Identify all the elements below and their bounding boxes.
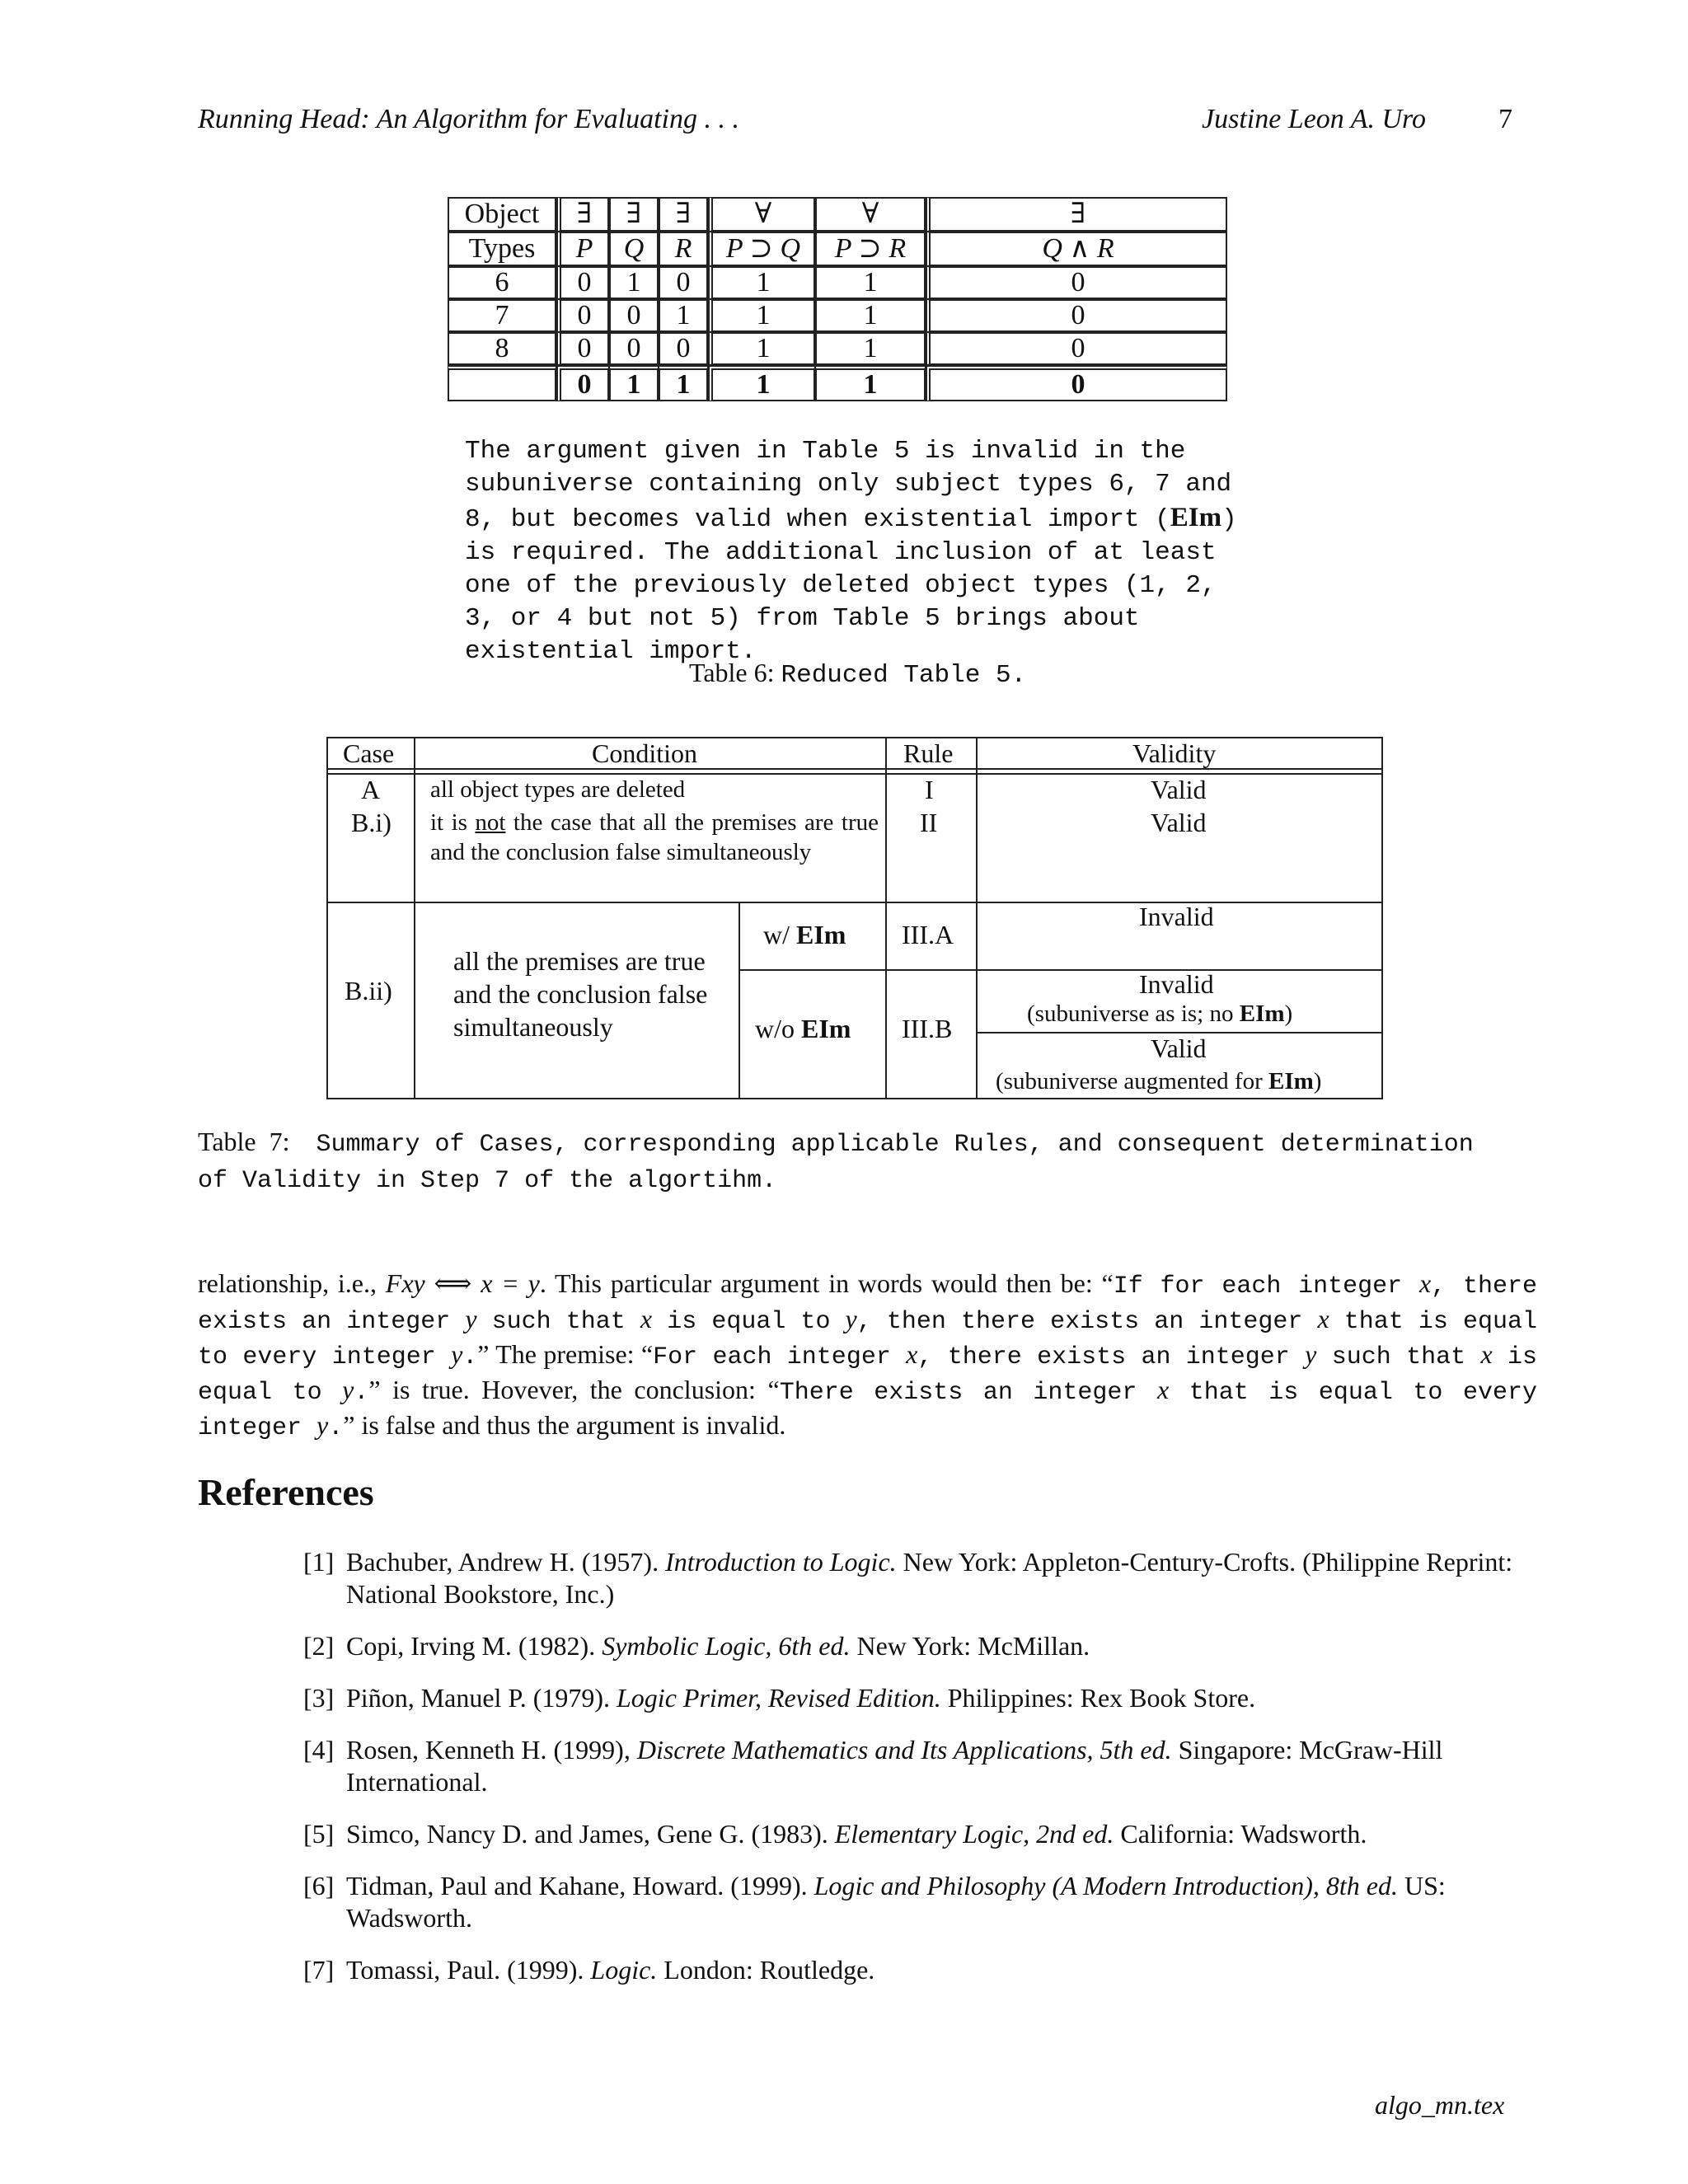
reference-title: Elementary Logic, 2nd ed. [834, 1819, 1114, 1849]
table-7-validity-iiia: Invalid [1139, 902, 1214, 931]
reference-number: [6] [303, 1871, 335, 1900]
table-7-validity-iiib-1: Invalid [1139, 969, 1214, 999]
reference-item [303, 1682, 1540, 1714]
table-6-totals-row [448, 365, 1227, 401]
mono-text: is equal to [198, 1343, 1537, 1407]
mono-text: , then there exists an integer [856, 1308, 1318, 1336]
table-7-header-rule: Rule [903, 738, 954, 768]
reference-author: Simco, Nancy D. and James, Gene G. (1983). [346, 1819, 835, 1849]
table-cell: 1 [815, 332, 926, 365]
table-cell: 1 [659, 299, 708, 332]
reference-number: [5] [303, 1819, 335, 1849]
math-var: x [1317, 1304, 1329, 1333]
table-6-header-cell: P ⊃ R [815, 232, 926, 266]
reference-number: [1] [303, 1547, 335, 1577]
reference-author: Rosen, Kenneth H. (1999), [346, 1735, 637, 1765]
table-row [448, 266, 1227, 299]
table-cell: 0 [926, 266, 1227, 299]
table-cell: 0 [556, 332, 609, 365]
body-paragraph [198, 1268, 1537, 1445]
mono-text: . [328, 1414, 344, 1442]
math-var: x [640, 1304, 653, 1333]
without-eim-bold: EIm [801, 1014, 851, 1043]
table-6-header-row-2 [448, 232, 1227, 266]
table-7-rule-iiia: III.A [902, 920, 954, 949]
note-bold: EIm [1170, 503, 1222, 532]
reference-item [303, 1870, 1540, 1934]
reference-publisher: London: Routledge. [657, 1955, 875, 1985]
mono-text: . [354, 1379, 369, 1407]
table-7-validity-iiib-2: Valid [1151, 1033, 1207, 1063]
table-cell: 0 [556, 266, 609, 299]
table-cell: 1 [815, 365, 926, 401]
reference-item [303, 1546, 1540, 1610]
table-7-with-eim [763, 920, 846, 949]
note-text: The argument given in Table 5 is invalid in the subuniverse containing only subject types 6, 7 and 8, but becomes valid when existential import ( [465, 437, 1232, 534]
table-6-header-cell: ∃ [556, 197, 609, 232]
mono-text: that is equal to every integer [198, 1379, 1537, 1442]
note-tail: ) is required. The additional inclusion of at least one of the previously deleted object types (1, 2, 3, or 4 but not 5) from Table 5 brings about existential import. [465, 505, 1237, 666]
table-7-case-bii: B.ii) [345, 976, 392, 1005]
without-label: w/o [755, 1014, 801, 1043]
body-text: ” is true. Hovever, the conclusion: “ [368, 1375, 780, 1404]
reference-number: [3] [303, 1683, 335, 1713]
table-6-header-cell: ∀ [815, 197, 926, 232]
reference-item [303, 1630, 1540, 1662]
reference-title: Logic. [590, 1955, 658, 1985]
running-head: Running Head: An Algorithm for Evaluating . . . [198, 104, 739, 134]
table-6-header-cell: ∃ [659, 197, 708, 232]
note-text: ) [1284, 1001, 1293, 1027]
table-cell: 7 [448, 299, 556, 332]
mono-text: . [462, 1343, 478, 1371]
table-cell: 0 [556, 299, 609, 332]
body-text: ” is false and thus the argument is invalid. [343, 1410, 786, 1440]
table-cell: 1 [708, 266, 815, 299]
reference-item [303, 1954, 1540, 1986]
table-6-header-cell: Types [448, 232, 556, 266]
table-cell: 1 [708, 299, 815, 332]
mono-text: is equal to [652, 1308, 846, 1336]
table-7-condition-bi [430, 808, 879, 867]
reference-title: Symbolic Logic, 6th ed. [602, 1631, 851, 1661]
table-6-header-cell: ∃ [926, 197, 1227, 232]
table-cell: 0 [609, 299, 659, 332]
table-7-case-bi: B.i) [351, 808, 392, 837]
mono-text: such that [476, 1308, 640, 1336]
table-7-header-case: Case [343, 738, 395, 768]
note-text: (subuniverse augmented for [996, 1068, 1268, 1094]
table-cell: 1 [659, 365, 708, 401]
reference-author: Tomassi, Paul. (1999). [346, 1955, 591, 1985]
table-cell: 1 [609, 266, 659, 299]
table-6-header-cell: P ⊃ Q [708, 232, 815, 266]
body-text: . This particular argument in words would then be: “ [539, 1268, 1114, 1298]
references-heading: References [198, 1471, 374, 1513]
reference-publisher: New York: Appleton-Century-Crofts. (Philippine Reprint: National Bookstore, Inc.) [346, 1547, 1513, 1609]
table-6-header-cell: ∀ [708, 197, 815, 232]
reference-number: [2] [303, 1631, 335, 1661]
table-6-header-cell: P [556, 232, 609, 266]
note-text: ) [1313, 1068, 1322, 1094]
math-var: y [845, 1304, 857, 1333]
table-cell: 1 [708, 365, 815, 401]
mono-text: For each integer [653, 1343, 907, 1371]
table-7-condition-a: all object types are deleted [430, 776, 686, 803]
table-6-header-cell: Object [448, 197, 556, 232]
math-var: y [316, 1410, 329, 1440]
table-7-header-validity: Validity [1132, 738, 1217, 768]
math-var: y [342, 1375, 354, 1404]
table-cell: 0 [609, 332, 659, 365]
reference-publisher: New York: McMillan. [850, 1631, 1090, 1661]
condition-text: the case that all the premises are true and the conclusion false simultaneously [430, 809, 879, 865]
body-text: relationship, i.e., [198, 1268, 386, 1298]
reference-publisher: US: Wadsworth. [346, 1871, 1446, 1933]
table-7-caption [198, 1125, 1517, 1197]
table-cell: 0 [926, 365, 1227, 401]
reference-author: Tidman, Paul and Kahane, Howard. (1999). [346, 1871, 814, 1900]
condition-text: it is [430, 809, 476, 836]
reference-number: [7] [303, 1955, 335, 1985]
mono-text: that is equal to every integer [198, 1308, 1537, 1371]
reference-publisher: Singapore: McGraw-Hill International. [346, 1735, 1443, 1797]
note-bold: EIm [1239, 1001, 1285, 1027]
table-6-note [465, 435, 1256, 668]
table-7-validity-a: Valid [1151, 775, 1207, 804]
table-cell: 1 [609, 365, 659, 401]
references-list [303, 1546, 1540, 2006]
math-var: y [451, 1339, 463, 1369]
note-text: (subuniverse as is; no [1027, 1001, 1240, 1027]
table-cell: 0 [556, 365, 609, 401]
mono-text: , there exists an integer [917, 1343, 1306, 1371]
table-cell: 1 [708, 332, 815, 365]
table-7 [326, 737, 1383, 1099]
table-6-header-cell: Q [609, 232, 659, 266]
reference-number: [4] [303, 1735, 335, 1765]
table-cell: 6 [448, 266, 556, 299]
table-7-note-iiib-2 [996, 1066, 1321, 1096]
table-cell: 0 [926, 299, 1227, 332]
table-7-without-eim [755, 1014, 851, 1043]
reference-title: Logic Primer, Revised Edition. [617, 1683, 941, 1713]
caption-text: Reduced Table 5. [781, 661, 1027, 690]
table-cell: 0 [659, 266, 708, 299]
math-var: x [1156, 1375, 1170, 1404]
caption-label: Table 7: [198, 1127, 290, 1156]
table-cell [448, 365, 556, 401]
footer-filename: algo_mn.tex [1375, 2090, 1505, 2120]
reference-publisher: Philippines: Rex Book Store. [940, 1683, 1256, 1713]
math-var: y [465, 1304, 477, 1333]
reference-item [303, 1818, 1540, 1850]
note-bold: EIm [1268, 1068, 1314, 1094]
author-name: Justine Leon A. Uro [1202, 104, 1426, 134]
table-7-header-condition: Condition [592, 738, 698, 768]
math-var: x [1480, 1339, 1493, 1369]
table-cell: 1 [815, 299, 926, 332]
with-label: w/ [763, 920, 796, 949]
reference-author: Bachuber, Andrew H. (1957). [346, 1547, 666, 1577]
table-7-note-iiib-1 [1027, 999, 1292, 1029]
reference-title: Logic and Philosophy (A Modern Introduction), 8th ed. [814, 1871, 1398, 1900]
table-7-rule-bi: II [920, 808, 938, 837]
table-row [448, 332, 1227, 365]
caption-text: Summary of Cases, corresponding applicable Rules, and consequent determination of Validity in Step 7 of the algortihm. [198, 1131, 1474, 1195]
table-6-header-cell: R [659, 232, 708, 266]
reference-author: Copi, Irving M. (1982). [346, 1631, 603, 1661]
table-row [448, 299, 1227, 332]
reference-title: Discrete Mathematics and Its Applications, 5th ed. [636, 1735, 1172, 1765]
with-eim-bold: EIm [796, 920, 846, 949]
math-var: x [1418, 1268, 1432, 1298]
table-cell: 0 [926, 332, 1227, 365]
table-cell: 8 [448, 332, 556, 365]
table-6-header-row-1 [448, 197, 1227, 232]
mono-text: There exists an integer [779, 1379, 1157, 1407]
math-expression: Fxy ⟺ x = y [385, 1268, 540, 1298]
reference-title: Introduction to Logic. [665, 1547, 897, 1577]
table-6-header-cell: Q ∧ R [926, 232, 1227, 266]
mono-text: If for each integer [1113, 1272, 1419, 1301]
reference-item [303, 1734, 1540, 1798]
table-cell: 1 [815, 266, 926, 299]
table-7-validity-bi: Valid [1151, 808, 1207, 837]
body-text: ” The premise: “ [477, 1339, 654, 1369]
table-7-condition-bii: all the premises are true and the conclusion false simultaneously [453, 946, 708, 1042]
mono-text: such that [1316, 1343, 1481, 1371]
table-6 [448, 197, 1227, 401]
math-var: x [906, 1339, 918, 1369]
condition-not: not [475, 809, 506, 836]
table-6-caption [689, 658, 1026, 690]
caption-label: Table 6: [689, 658, 775, 687]
table-6-header-cell: ∃ [609, 197, 659, 232]
mono-text: , there exists an integer [198, 1272, 1538, 1336]
table-cell: 0 [659, 332, 708, 365]
table-7-rule-iiib: III.B [902, 1014, 953, 1043]
table-7-case-a: A [361, 775, 381, 804]
math-var: y [1305, 1339, 1317, 1369]
table-7-rule-a: I [925, 775, 934, 804]
reference-publisher: California: Wadsworth. [1114, 1819, 1367, 1849]
reference-author: Piñon, Manuel P. (1979). [346, 1683, 617, 1713]
page-number: 7 [1498, 104, 1512, 134]
